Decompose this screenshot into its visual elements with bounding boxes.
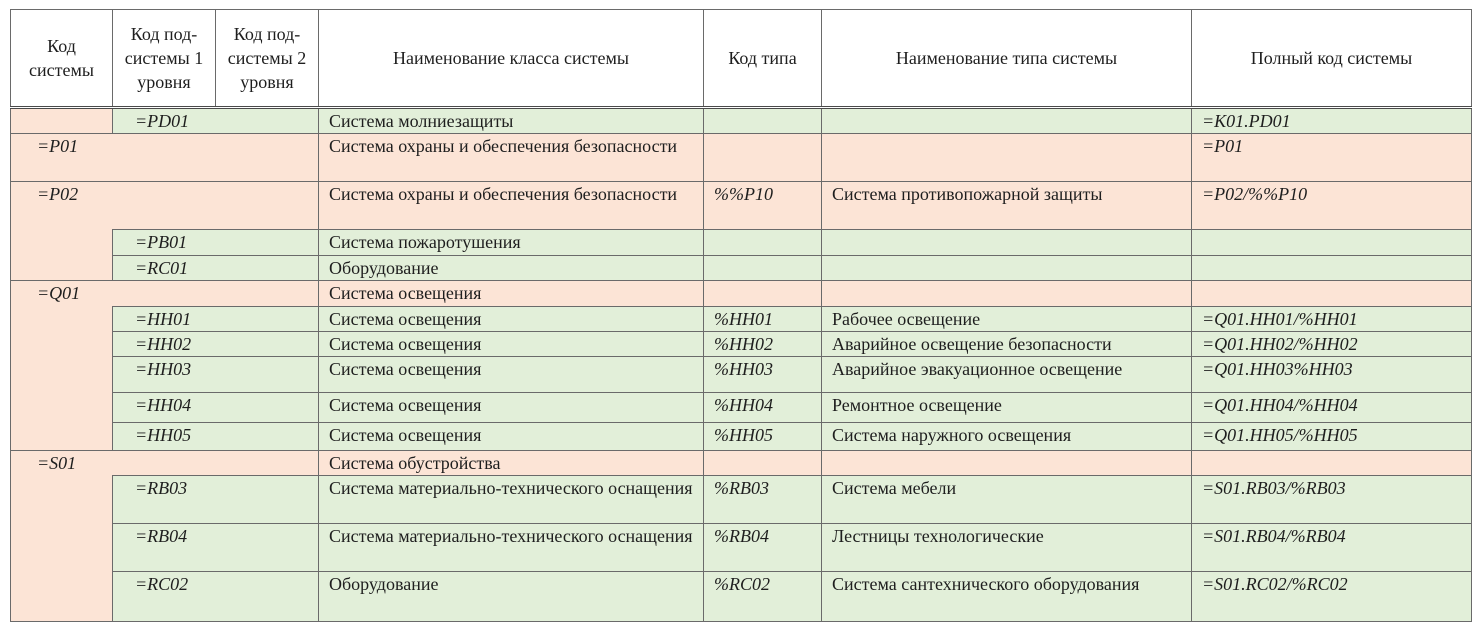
- cell-type-code: [704, 230, 822, 256]
- header-class-name: Наименование класса системы: [319, 10, 704, 108]
- cell-subsystem-level-1: =HH03: [113, 357, 216, 393]
- cell-class-name: Система материально-технического оснащения: [319, 476, 704, 524]
- cell-subsystem-level-2: [216, 393, 319, 423]
- cell-system-code: [11, 230, 113, 256]
- cell-type-name: Аварийное освещение безопасности: [822, 332, 1192, 357]
- header-subsystem-level-2: Код под-системы 2 уровня: [216, 10, 319, 108]
- cell-subsystem-level-2: [216, 182, 319, 230]
- cell-type-code: %HH01: [704, 307, 822, 332]
- cell-subsystem-level-1: [113, 281, 216, 307]
- cell-type-code: %RB03: [704, 476, 822, 524]
- cell-subsystem-level-2: [216, 476, 319, 524]
- cell-system-code: [11, 393, 113, 423]
- cell-type-code: %RB04: [704, 524, 822, 572]
- cell-subsystem-level-1: =RB03: [113, 476, 216, 524]
- table-row: [11, 281, 1472, 307]
- cell-system-code: =Q01: [11, 281, 113, 307]
- cell-type-name: Система наружного освещения: [822, 423, 1192, 451]
- cell-class-name: Система пожаротушения: [319, 230, 704, 256]
- cell-system-code: [11, 524, 113, 572]
- cell-system-code: [11, 423, 113, 451]
- cell-subsystem-level-2: [216, 108, 319, 134]
- cell-subsystem-level-2: [216, 572, 319, 622]
- cell-subsystem-level-2: [216, 281, 319, 307]
- cell-class-name: Система освещения: [319, 393, 704, 423]
- cell-subsystem-level-1: =HH02: [113, 332, 216, 357]
- table-row: [11, 134, 1472, 182]
- cell-class-name: Система молниезащиты: [319, 108, 704, 134]
- table-row: [11, 524, 1472, 572]
- systems-classification-table: [10, 9, 1472, 622]
- cell-type-code: [704, 451, 822, 476]
- cell-class-name: Система охраны и обеспечения безопасности: [319, 134, 704, 182]
- table-row: [11, 307, 1472, 332]
- cell-type-name: Ремонтное освещение: [822, 393, 1192, 423]
- cell-type-name: [822, 256, 1192, 281]
- cell-subsystem-level-1: [113, 451, 216, 476]
- header-system-code: Код системы: [11, 10, 113, 108]
- cell-subsystem-level-1: [113, 134, 216, 182]
- cell-system-code: [11, 332, 113, 357]
- cell-class-name: Система освещения: [319, 307, 704, 332]
- cell-class-name: Система освещения: [319, 281, 704, 307]
- cell-type-code: [704, 281, 822, 307]
- table-row: [11, 423, 1472, 451]
- cell-type-name: [822, 108, 1192, 134]
- table-row: [11, 357, 1472, 393]
- cell-subsystem-level-1: =RC01: [113, 256, 216, 281]
- cell-class-name: Система освещения: [319, 357, 704, 393]
- cell-class-name: Система освещения: [319, 423, 704, 451]
- cell-type-name: Система противопожарной защиты: [822, 182, 1192, 230]
- cell-class-name: Система охраны и обеспечения безопасности: [319, 182, 704, 230]
- table-row: [11, 332, 1472, 357]
- cell-type-name: Рабочее освещение: [822, 307, 1192, 332]
- cell-type-code: %%P10: [704, 182, 822, 230]
- cell-type-name: Аварийное эвакуационное освещение: [822, 357, 1192, 393]
- table-row: [11, 108, 1472, 134]
- cell-system-code: =P02: [11, 182, 113, 230]
- cell-full-code: =P01: [1192, 134, 1472, 182]
- table-row: [11, 256, 1472, 281]
- cell-system-code: [11, 256, 113, 281]
- cell-type-code: [704, 134, 822, 182]
- cell-system-code: [11, 108, 113, 134]
- cell-subsystem-level-2: [216, 423, 319, 451]
- cell-type-name: [822, 230, 1192, 256]
- cell-full-code: [1192, 451, 1472, 476]
- cell-system-code: [11, 357, 113, 393]
- cell-type-code: [704, 256, 822, 281]
- cell-subsystem-level-1: =HH05: [113, 423, 216, 451]
- cell-type-code: [704, 108, 822, 134]
- header-row: [11, 10, 1472, 108]
- header-type-name: Наименование типа системы: [822, 10, 1192, 108]
- cell-class-name: Система освещения: [319, 332, 704, 357]
- cell-full-code: =Q01.HH05/%HH05: [1192, 423, 1472, 451]
- cell-system-code: [11, 572, 113, 622]
- table-row: [11, 393, 1472, 423]
- cell-full-code: =Q01.HH02/%HH02: [1192, 332, 1472, 357]
- cell-full-code: =S01.RB04/%RB04: [1192, 524, 1472, 572]
- cell-subsystem-level-2: [216, 357, 319, 393]
- cell-subsystem-level-2: [216, 451, 319, 476]
- cell-subsystem-level-1: =HH04: [113, 393, 216, 423]
- header-type-code: Код типа: [704, 10, 822, 108]
- table-body: [11, 108, 1472, 622]
- cell-subsystem-level-1: [113, 182, 216, 230]
- cell-full-code: =P02/%%P10: [1192, 182, 1472, 230]
- header-subsystem-level-1: Код под-системы 1 уровня: [113, 10, 216, 108]
- cell-type-name: Система сантехнического оборудования: [822, 572, 1192, 622]
- table-row: [11, 572, 1472, 622]
- cell-full-code: [1192, 256, 1472, 281]
- cell-system-code: [11, 307, 113, 332]
- cell-subsystem-level-1: =PB01: [113, 230, 216, 256]
- cell-system-code: =S01: [11, 451, 113, 476]
- cell-full-code: [1192, 230, 1472, 256]
- cell-type-name: [822, 451, 1192, 476]
- cell-type-code: %RC02: [704, 572, 822, 622]
- cell-class-name: Система материально-технического оснащения: [319, 524, 704, 572]
- cell-subsystem-level-2: [216, 256, 319, 281]
- cell-class-name: Оборудование: [319, 256, 704, 281]
- cell-type-name: [822, 134, 1192, 182]
- cell-subsystem-level-2: [216, 332, 319, 357]
- header-full-code: Полный код системы: [1192, 10, 1472, 108]
- cell-system-code: =P01: [11, 134, 113, 182]
- cell-full-code: =S01.RB03/%RB03: [1192, 476, 1472, 524]
- cell-subsystem-level-2: [216, 307, 319, 332]
- cell-type-code: %HH04: [704, 393, 822, 423]
- cell-subsystem-level-1: =HH01: [113, 307, 216, 332]
- cell-type-name: Система мебели: [822, 476, 1192, 524]
- cell-full-code: [1192, 281, 1472, 307]
- cell-type-name: [822, 281, 1192, 307]
- cell-full-code: =Q01.HH03%HH03: [1192, 357, 1472, 393]
- cell-subsystem-level-2: [216, 134, 319, 182]
- cell-subsystem-level-2: [216, 524, 319, 572]
- table-row: [11, 182, 1472, 230]
- cell-subsystem-level-2: [216, 230, 319, 256]
- cell-type-code: %HH03: [704, 357, 822, 393]
- cell-system-code: [11, 476, 113, 524]
- table-row: [11, 230, 1472, 256]
- cell-class-name: Оборудование: [319, 572, 704, 622]
- cell-full-code: =Q01.HH01/%HH01: [1192, 307, 1472, 332]
- cell-type-name: Лестницы технологические: [822, 524, 1192, 572]
- cell-class-name: Система обустройства: [319, 451, 704, 476]
- table-row: [11, 451, 1472, 476]
- cell-full-code: =Q01.HH04/%HH04: [1192, 393, 1472, 423]
- cell-full-code: =S01.RC02/%RC02: [1192, 572, 1472, 622]
- cell-subsystem-level-1: =PD01: [113, 108, 216, 134]
- cell-type-code: %HH02: [704, 332, 822, 357]
- table-row: [11, 476, 1472, 524]
- cell-type-code: %HH05: [704, 423, 822, 451]
- cell-subsystem-level-1: =RC02: [113, 572, 216, 622]
- cell-subsystem-level-1: =RB04: [113, 524, 216, 572]
- cell-full-code: =K01.PD01: [1192, 108, 1472, 134]
